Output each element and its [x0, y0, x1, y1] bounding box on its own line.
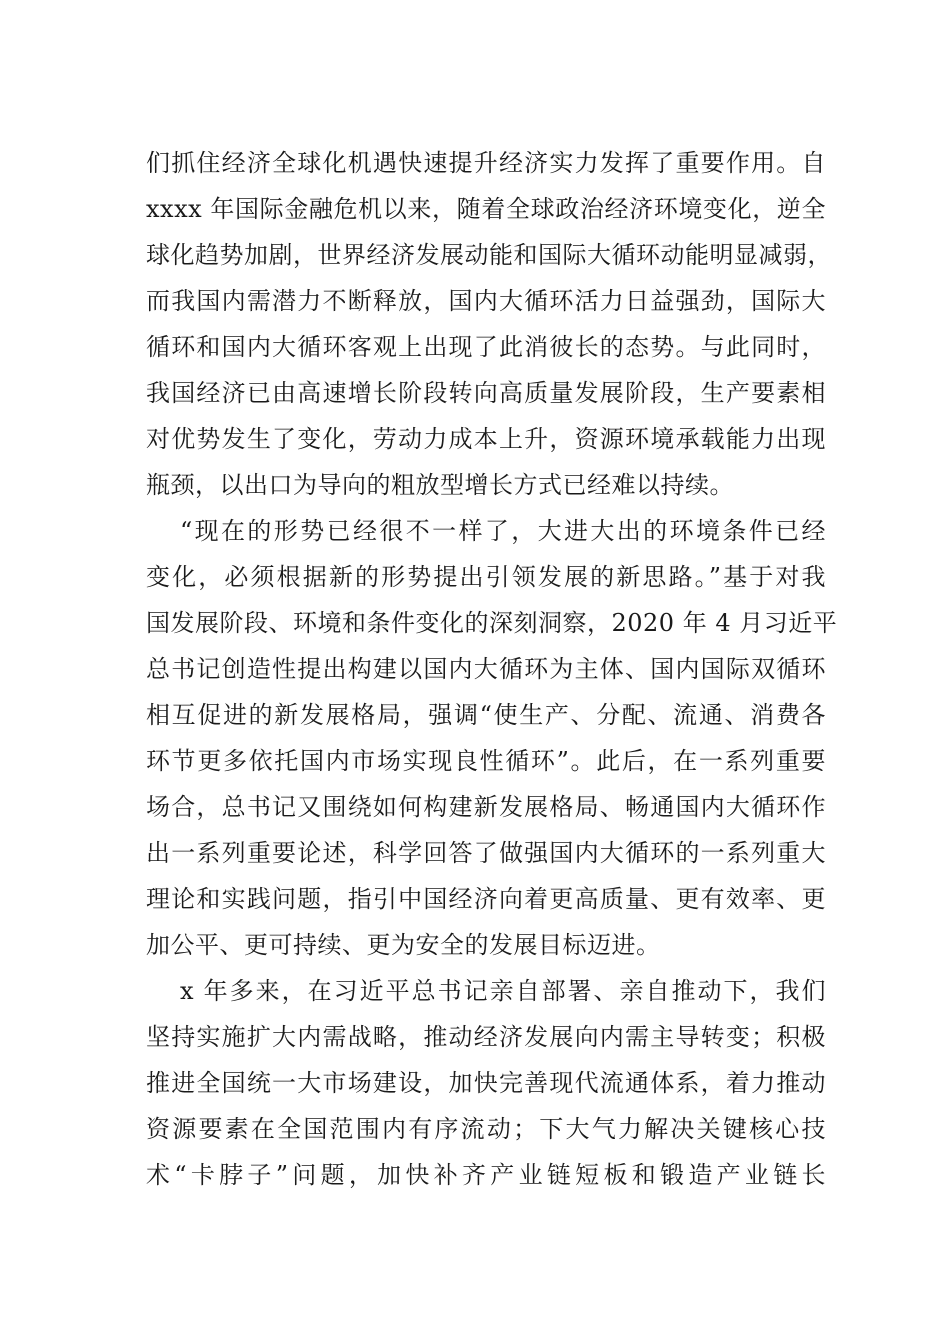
paragraph-line: 对优势发生了变化，劳动力成本上升，资源环境承载能力出现 [146, 425, 826, 453]
body-text [146, 140, 838, 1198]
paragraph-line: 我国经济已由高速增长阶段转向高质量发展阶段，生产要素相 [146, 379, 826, 407]
paragraph-line: 环节更多依托国内市场实现良性循环”。此后，在一系列重要 [146, 747, 826, 775]
paragraph-line: “现在的形势已经很不一样了，大进大出的环境条件已经 [180, 517, 826, 545]
paragraph-line: 坚持实施扩大内需战略，推动经济发展向内需主导转变；积极 [146, 1023, 826, 1051]
paragraph-line: 术“卡脖子”问题，加快补齐产业链短板和锻造产业链长 [146, 1161, 826, 1189]
paragraph-line: 循环和国内大循环客观上出现了此消彼长的态势。与此同时， [146, 333, 826, 361]
paragraph-line: 推进全国统一大市场建设，加快完善现代流通体系，着力推动 [146, 1069, 826, 1097]
paragraph-line: x 年多来，在习近平总书记亲自部署、亲自推动下，我们 [180, 977, 826, 1005]
paragraph-line: 而我国内需潜力不断释放，国内大循环活力日益强劲，国际大 [146, 287, 826, 315]
paragraph-1 [146, 140, 832, 508]
paragraph-line: 变化，必须根据新的形势提出引领发展的新思路。”基于对我 [146, 563, 826, 591]
paragraph-line: 们抓住经济全球化机遇快速提升经济实力发挥了重要作用。自 [146, 149, 826, 177]
paragraph-line: 瓶颈，以出口为导向的粗放型增长方式已经难以持续。 [146, 471, 734, 499]
paragraph-3 [146, 968, 826, 1198]
paragraph-line: xxxx 年国际金融危机以来，随着全球政治经济环境变化，逆全 [146, 195, 826, 223]
paragraph-line: 资源要素在全国范围内有序流动；下大气力解决关键核心技 [146, 1115, 826, 1143]
paragraph-2 [146, 508, 838, 968]
paragraph-line: 相互促进的新发展格局，强调“使生产、分配、流通、消费各 [146, 701, 826, 729]
paragraph-line: 加公平、更可持续、更为安全的发展目标迈进。 [146, 931, 661, 959]
paragraph-line: 总书记创造性提出构建以国内大循环为主体、国内国际双循环 [146, 655, 826, 683]
paragraph-line: 出一系列重要论述，科学回答了做强国内大循环的一系列重大 [146, 839, 826, 867]
paragraph-line: 国发展阶段、环境和条件变化的深刻洞察，2020 年 4 月习近平 [146, 609, 838, 637]
paragraph-line: 球化趋势加剧，世界经济发展动能和国际大循环动能明显减弱， [146, 241, 832, 269]
paragraph-line: 场合，总书记又围绕如何构建新发展格局、畅通国内大循环作 [146, 793, 826, 821]
paragraph-line: 理论和实践问题，指引中国经济向着更高质量、更有效率、更 [146, 885, 826, 913]
